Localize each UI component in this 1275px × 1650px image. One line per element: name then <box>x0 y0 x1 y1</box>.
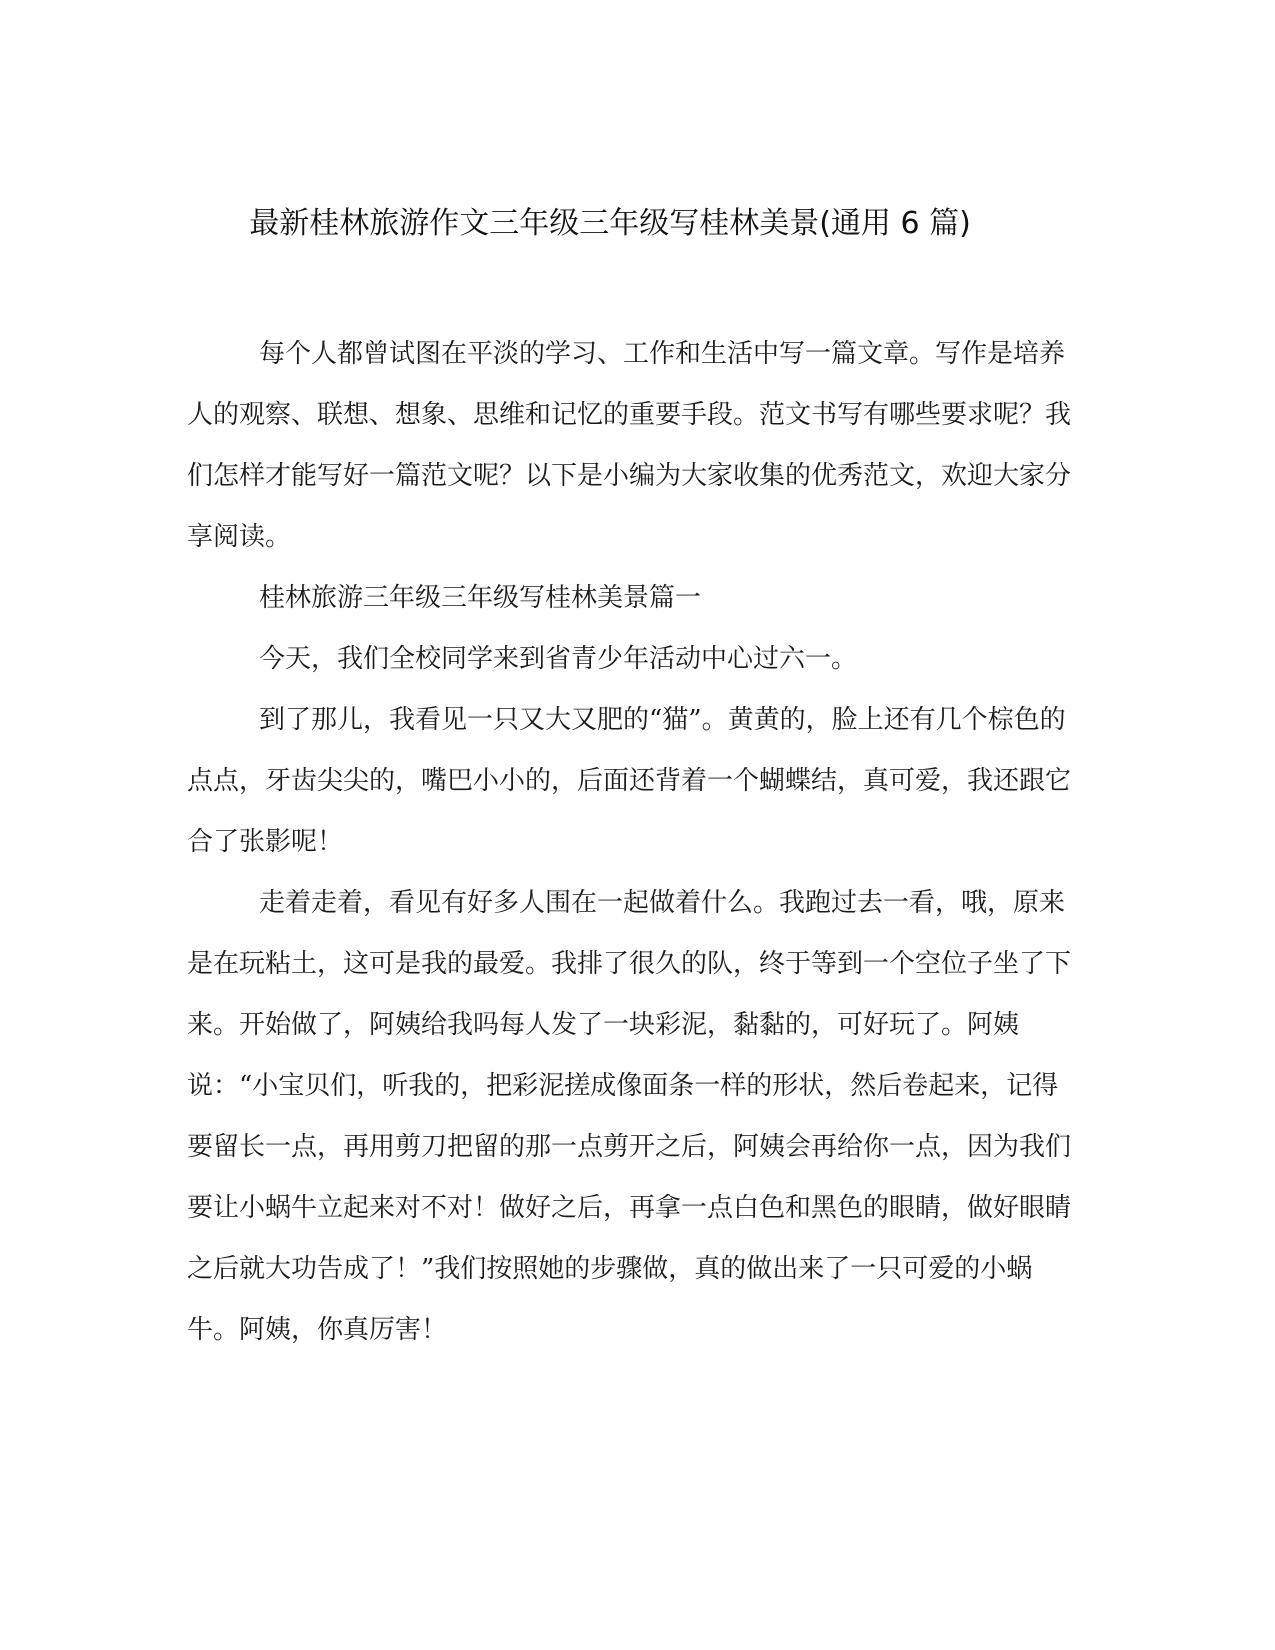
intro-paragraph: 每个人都曾试图在平淡的学习、工作和生活中写一篇文章。写作是培养人的观察、联想、想象、思维和记忆的重要手段。范文书写有哪些要求呢？我们怎样才能写好一篇范文呢？以下是小编为大家收集的优秀范文，欢迎大家分享阅读。 <box>187 339 1072 552</box>
body-paragraph: 今天，我们全校同学来到省青少年活动中心过六一。 <box>259 644 858 674</box>
section-heading: 桂林旅游三年级三年级写桂林美景篇一 <box>259 583 702 613</box>
document-title: 最新桂林旅游作文三年级三年级写桂林美景(通用 6 篇) <box>249 206 971 241</box>
document-body <box>187 324 1072 1361</box>
body-paragraph: 走着走着，看见有好多人围在一起做着什么。我跑过去一看，哦，原来是在玩粘土，这可是我的最爱。我排了很久的队，终于等到一个空位子坐了下来。开始做了，阿姨给我吗每人发了一块彩泥，黏黏的，可好玩了。阿姨说：“小宝贝们，听我的，把彩泥搓成像面条一样的形状，然后卷起来，记得要留长一点，再用剪刀把留的那一点剪开之后，阿姨会再给你一点，因为我们要让小蜗牛立起来对不对！做好之后，再拿一点白色和黑色的眼睛，做好眼睛之后就大功告成了！”我们按照她的步骤做，真的做出来了一只可爱的小蜗牛。阿姨，你真厉害！ <box>187 888 1072 1345</box>
body-paragraph: 到了那儿，我看见一只又大又肥的“猫”。黄黄的，脸上还有几个棕色的点点，牙齿尖尖的，嘴巴小小的，后面还背着一个蝴蝶结，真可爱，我还跟它合了张影呢！ <box>187 705 1072 857</box>
